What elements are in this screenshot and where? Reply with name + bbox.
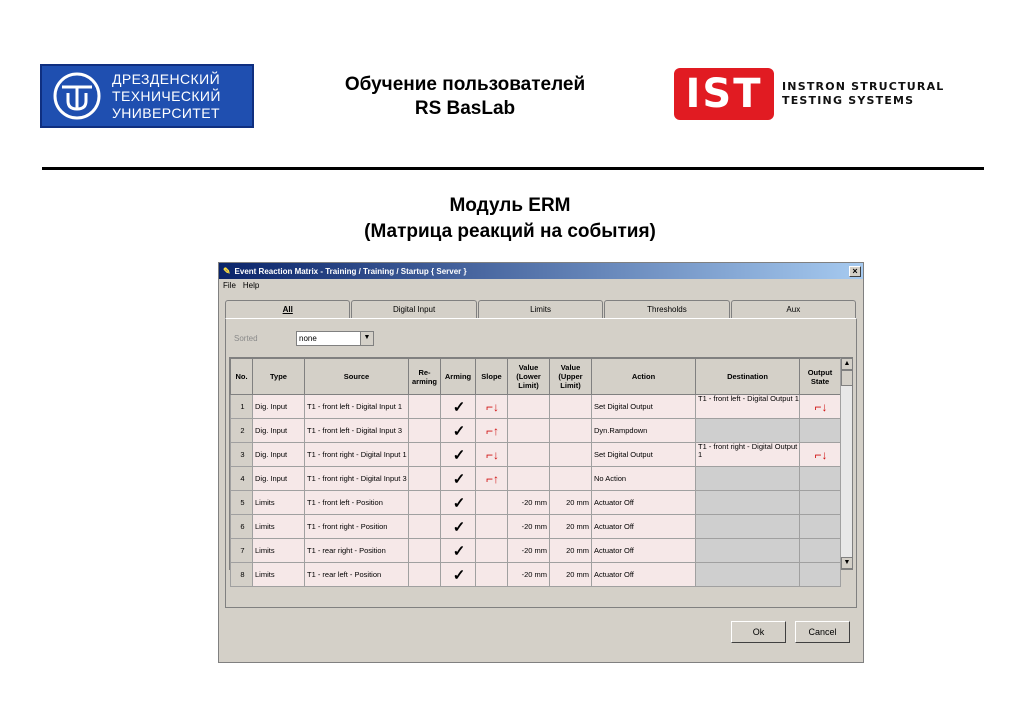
- row-number: 1: [231, 395, 253, 419]
- row-rearming[interactable]: [409, 491, 441, 515]
- col-upper[interactable]: Value (Upper Limit): [550, 359, 592, 395]
- row-rearming[interactable]: [409, 419, 441, 443]
- checkmark-icon[interactable]: ✓: [441, 515, 476, 539]
- page-title: [300, 73, 630, 121]
- ist-line-1: INSTRON STRUCTURAL: [782, 80, 945, 93]
- table-row[interactable]: [231, 515, 841, 539]
- row-action[interactable]: Actuator Off: [592, 563, 696, 587]
- row-destination[interactable]: T1 - front left - Digital Output 1: [696, 395, 800, 419]
- row-type: Dig. Input: [253, 395, 305, 419]
- row-slope[interactable]: [476, 515, 508, 539]
- slope-down-icon[interactable]: ⌐↓: [476, 443, 508, 467]
- tu-emblem-icon: [52, 71, 102, 121]
- ist-line-2: TESTING SYSTEMS: [782, 94, 915, 107]
- erm-window: [218, 262, 864, 663]
- row-upper-limit: 20 mm: [550, 563, 592, 587]
- table-row[interactable]: [231, 467, 841, 491]
- row-output-state[interactable]: [800, 467, 841, 491]
- row-upper-limit: [550, 467, 592, 491]
- menu-help[interactable]: Help: [242, 281, 260, 290]
- table-row[interactable]: [231, 419, 841, 443]
- row-output-state[interactable]: [800, 515, 841, 539]
- row-upper-limit: [550, 395, 592, 419]
- tab-thresholds[interactable]: Thresholds: [604, 300, 729, 319]
- row-slope[interactable]: [476, 491, 508, 515]
- row-destination[interactable]: [696, 539, 800, 563]
- tab-bar: [225, 300, 857, 319]
- table-row[interactable]: [231, 539, 841, 563]
- row-lower-limit: [508, 467, 550, 491]
- slope-up-icon[interactable]: ⌐↑: [476, 467, 508, 491]
- row-destination[interactable]: [696, 467, 800, 491]
- row-action[interactable]: Dyn.Rampdown: [592, 419, 696, 443]
- row-source: T1 - front right - Digital Input 1: [305, 443, 409, 467]
- row-number: 8: [231, 563, 253, 587]
- checkmark-icon[interactable]: ✓: [441, 539, 476, 563]
- col-output-state[interactable]: Output State: [800, 359, 841, 395]
- row-destination[interactable]: [696, 515, 800, 539]
- row-action[interactable]: Actuator Off: [592, 515, 696, 539]
- row-upper-limit: 20 mm: [550, 491, 592, 515]
- subtitle-line-2: (Матрица реакций на события): [364, 221, 656, 242]
- event-table: [230, 358, 841, 587]
- output-down-icon[interactable]: ⌐↓: [800, 395, 841, 419]
- row-output-state[interactable]: [800, 563, 841, 587]
- col-slope[interactable]: Slope: [476, 359, 508, 395]
- slope-down-icon[interactable]: ⌐↓: [476, 395, 508, 419]
- row-source: T1 - front left - Digital Input 1: [305, 395, 409, 419]
- row-type: Limits: [253, 539, 305, 563]
- checkmark-icon[interactable]: ✓: [441, 419, 476, 443]
- row-type: Limits: [253, 563, 305, 587]
- row-rearming[interactable]: [409, 395, 441, 419]
- row-lower-limit: [508, 395, 550, 419]
- checkmark-icon[interactable]: ✓: [441, 443, 476, 467]
- sort-label: Sorted: [234, 334, 258, 343]
- col-type[interactable]: Type: [253, 359, 305, 395]
- window-title: Event Reaction Matrix - Training / Training / Startup { Server }: [234, 266, 467, 276]
- output-down-icon[interactable]: ⌐↓: [800, 443, 841, 467]
- close-button[interactable]: ×: [849, 266, 861, 277]
- row-destination[interactable]: [696, 419, 800, 443]
- table-row[interactable]: [231, 491, 841, 515]
- row-source: T1 - front left - Digital Input 3: [305, 419, 409, 443]
- tu-dresden-logo: [40, 64, 254, 128]
- col-lower[interactable]: Value (Lower Limit): [508, 359, 550, 395]
- row-source: T1 - rear right - Position: [305, 539, 409, 563]
- row-upper-limit: [550, 419, 592, 443]
- row-output-state[interactable]: [800, 419, 841, 443]
- title-line-2: RS BasLab: [414, 98, 516, 119]
- row-type: Limits: [253, 491, 305, 515]
- slope-up-icon[interactable]: ⌐↑: [476, 419, 508, 443]
- checkmark-icon[interactable]: ✓: [441, 491, 476, 515]
- row-lower-limit: [508, 419, 550, 443]
- row-lower-limit: [508, 443, 550, 467]
- menu-file[interactable]: File: [223, 281, 236, 290]
- row-number: 6: [231, 515, 253, 539]
- tab-all[interactable]: All: [225, 300, 350, 319]
- tab-digital-input[interactable]: Digital Input: [351, 300, 476, 319]
- row-output-state[interactable]: [800, 539, 841, 563]
- row-source: T1 - front left - Position: [305, 491, 409, 515]
- row-upper-limit: 20 mm: [550, 515, 592, 539]
- table-row[interactable]: [231, 563, 841, 587]
- row-rearming[interactable]: [409, 539, 441, 563]
- cancel-button[interactable]: Cancel: [795, 621, 850, 643]
- row-action[interactable]: Actuator Off: [592, 539, 696, 563]
- row-upper-limit: [550, 443, 592, 467]
- col-source[interactable]: Source: [305, 359, 409, 395]
- row-action[interactable]: No Action: [592, 467, 696, 491]
- row-source: T1 - rear left - Position: [305, 563, 409, 587]
- row-lower-limit: -20 mm: [508, 515, 550, 539]
- window-titlebar[interactable]: [219, 263, 863, 279]
- row-rearming[interactable]: [409, 443, 441, 467]
- tab-panel: [225, 318, 857, 608]
- row-action[interactable]: Set Digital Output: [592, 443, 696, 467]
- subtitle-line-1: Модуль ERM: [449, 195, 571, 216]
- row-destination[interactable]: [696, 491, 800, 515]
- row-slope[interactable]: [476, 563, 508, 587]
- row-lower-limit: -20 mm: [508, 539, 550, 563]
- table-row[interactable]: [231, 395, 841, 419]
- col-arming[interactable]: Arming: [441, 359, 476, 395]
- row-type: Dig. Input: [253, 467, 305, 491]
- row-action[interactable]: Actuator Off: [592, 491, 696, 515]
- sort-select[interactable]: [296, 331, 374, 346]
- row-rearming[interactable]: [409, 563, 441, 587]
- sort-value: none: [299, 334, 317, 343]
- checkmark-icon[interactable]: ✓: [441, 563, 476, 587]
- row-upper-limit: 20 mm: [550, 539, 592, 563]
- row-lower-limit: -20 mm: [508, 491, 550, 515]
- row-destination[interactable]: T1 - front right - Digital Output 1: [696, 443, 800, 467]
- university-line-2: ТЕХНИЧЕСКИЙ: [112, 87, 221, 104]
- row-number: 2: [231, 419, 253, 443]
- row-type: Dig. Input: [253, 443, 305, 467]
- row-number: 3: [231, 443, 253, 467]
- slide-subtitle: [250, 193, 770, 245]
- row-slope[interactable]: [476, 539, 508, 563]
- row-source: T1 - front right - Digital Input 3: [305, 467, 409, 491]
- row-number: 7: [231, 539, 253, 563]
- tab-aux[interactable]: Aux: [731, 300, 856, 319]
- row-lower-limit: -20 mm: [508, 563, 550, 587]
- checkmark-icon[interactable]: ✓: [441, 467, 476, 491]
- table-header-row: [231, 359, 841, 395]
- tab-limits[interactable]: Limits: [478, 300, 603, 319]
- table-row[interactable]: [231, 443, 841, 467]
- university-line-1: ДРЕЗДЕНСКИЙ: [112, 70, 221, 87]
- sort-row: [234, 331, 374, 346]
- col-destination[interactable]: Destination: [696, 359, 800, 395]
- row-destination[interactable]: [696, 563, 800, 587]
- col-action[interactable]: Action: [592, 359, 696, 395]
- scroll-down-icon[interactable]: ▼: [841, 557, 853, 569]
- chevron-down-icon[interactable]: ▼: [360, 332, 373, 345]
- row-rearming[interactable]: [409, 467, 441, 491]
- col-rearming[interactable]: Re-arming: [409, 359, 441, 395]
- row-type: Dig. Input: [253, 419, 305, 443]
- scroll-up-icon[interactable]: ▲: [841, 358, 853, 370]
- ist-company-name: [782, 80, 945, 108]
- checkmark-icon[interactable]: ✓: [441, 395, 476, 419]
- row-rearming[interactable]: [409, 515, 441, 539]
- col-no[interactable]: No.: [231, 359, 253, 395]
- title-line-1: Обучение пользователей: [344, 74, 586, 95]
- row-action[interactable]: Set Digital Output: [592, 395, 696, 419]
- row-number: 4: [231, 467, 253, 491]
- ok-button[interactable]: Ok: [731, 621, 786, 643]
- ist-logo: IST: [674, 68, 774, 120]
- vertical-scrollbar[interactable]: [840, 358, 852, 569]
- university-line-3: УНИВЕРСИТЕТ: [112, 104, 220, 121]
- row-type: Limits: [253, 515, 305, 539]
- row-number: 5: [231, 491, 253, 515]
- menubar: [219, 279, 863, 292]
- university-name: [112, 71, 221, 122]
- row-output-state[interactable]: [800, 491, 841, 515]
- row-source: T1 - front right - Position: [305, 515, 409, 539]
- header-divider: [42, 167, 984, 170]
- event-matrix-grid: [229, 357, 853, 584]
- scroll-thumb[interactable]: [841, 370, 853, 386]
- app-icon: ✎: [223, 265, 231, 276]
